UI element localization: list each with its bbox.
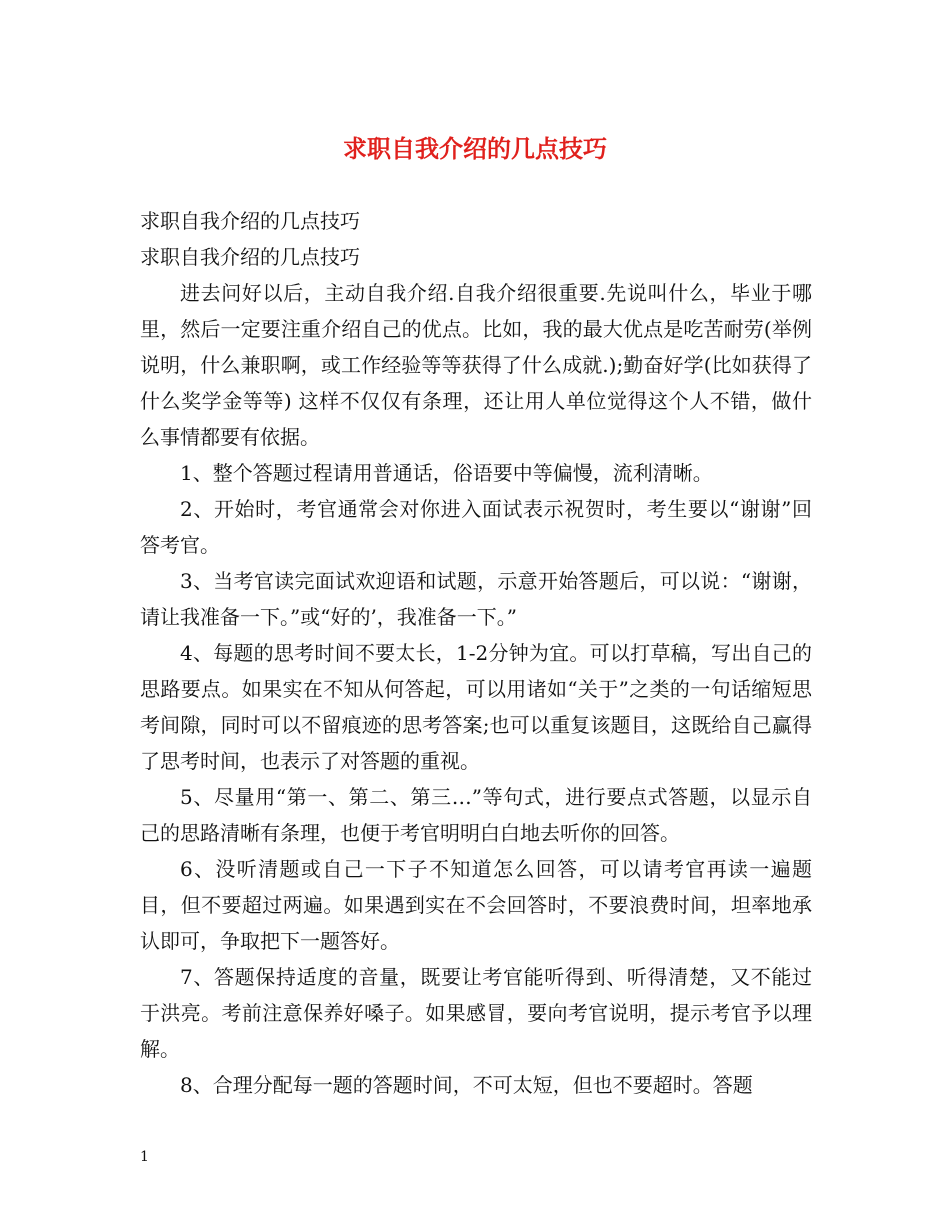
body-paragraph: 4、每题的思考时间不要太长，1-2分钟为宜。可以打草稿，写出自己的思路要点。如果实在不知从何答起，可以用诸如“关于”之类的一句话缩短思考间隙，同时可以不留痕迹的思考答案;也可以重复该题目，这既给自己赢得了思考时间，也表示了对答题的重视。 [140, 641, 812, 773]
body-paragraph: 5、尽量用“第一、第二、第三…”等句式，进行要点式答题，以显示自己的思路清晰有条理，也便于考官明明白白地去听你的回答。 [140, 785, 812, 845]
body-paragraph: 1、整个答题过程请用普通话，俗语要中等偏慢，流利清晰。 [180, 461, 713, 485]
document-title: 求职自我介绍的几点技巧 [343, 134, 607, 163]
body-paragraph: 进去问好以后，主动自我介绍.自我介绍很重要.先说叫什么，毕业于哪里，然后一定要注重介绍自己的优点。比如，我的最大优点是吃苦耐劳(举例说明，什么兼职啊，或工作经验等等获得了什么成就.);勤奋好学(比如获得了什么奖学金等等) 这样不仅仅有条理，还让用人单位觉得这个人不错，做什么事情都要有依据。 [140, 281, 812, 449]
body-paragraph: 7、答题保持适度的音量，既要让考官能听得到、听得清楚，又不能过于洪亮。考前注意保养好嗓子。如果感冒，要向考官说明，提示考官予以理解。 [140, 965, 812, 1061]
heading-line: 求职自我介绍的几点技巧 [140, 245, 360, 269]
document-body [140, 203, 812, 1103]
body-paragraph: 8、合理分配每一题的答题时间，不可太短，但也不要超时。答题 [180, 1073, 753, 1097]
body-paragraph: 6、没听清题或自己一下子不知道怎么回答，可以请考官再读一遍题目，但不要超过两遍。如果遇到实在不会回答时，不要浪费时间，坦率地承认即可，争取把下一题答好。 [140, 857, 812, 953]
page-number: 1 [140, 1149, 149, 1165]
heading-line: 求职自我介绍的几点技巧 [140, 209, 360, 233]
body-paragraph: 2、开始时，考官通常会对你进入面试表示祝贺时，考生要以“谢谢”回答考官。 [140, 497, 812, 557]
body-paragraph: 3、当考官读完面试欢迎语和试题，示意开始答题后，可以说：“谢谢，请让我准备一下。”或“好的’，我准备一下。” [140, 569, 812, 629]
